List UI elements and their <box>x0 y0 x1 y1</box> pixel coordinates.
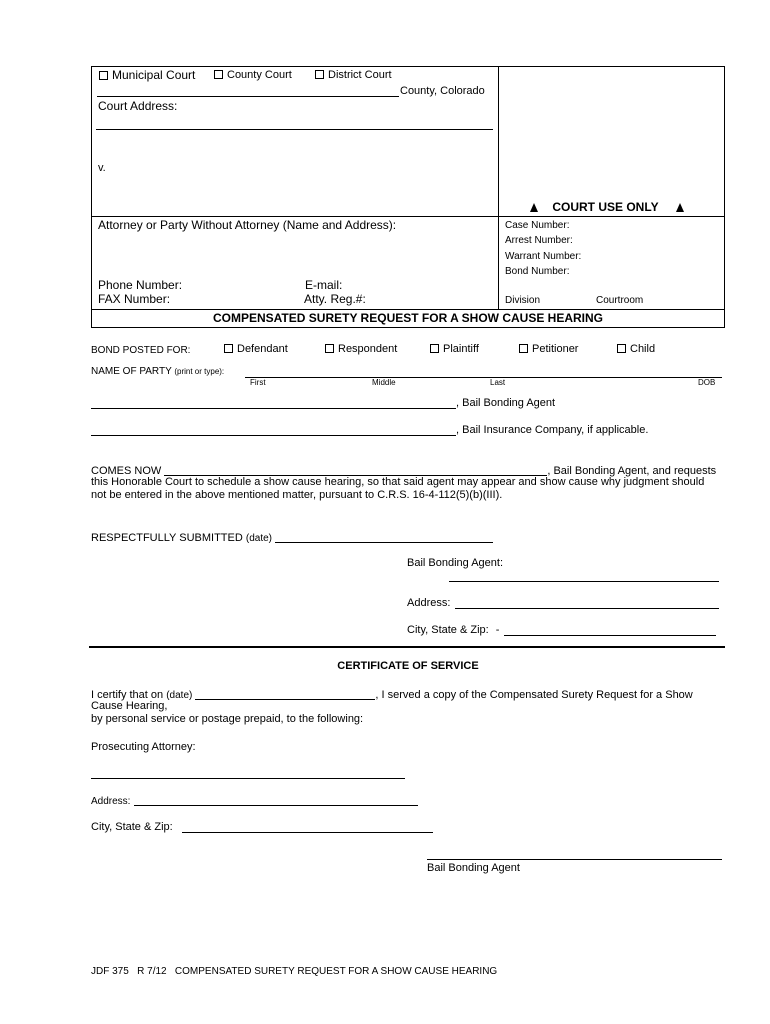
county-suffix: County, Colorado <box>400 85 485 97</box>
arrest-number-label: Arrest Number: <box>505 235 573 246</box>
cert-signature-label: Bail Bonding Agent <box>427 862 520 874</box>
caption-box <box>91 66 725 328</box>
bond-option-respondent[interactable]: Respondent <box>325 343 397 355</box>
certify-line-2: Cause Hearing, <box>91 700 168 712</box>
prosecuting-label: Prosecuting Attorney: <box>91 741 196 753</box>
submitted-address-label: Address: <box>407 597 451 609</box>
email-label: E-mail: <box>305 278 343 292</box>
submitted-line: RESPECTFULLY SUBMITTED (date) <box>91 530 493 544</box>
certify-date-field[interactable] <box>195 687 375 700</box>
certify-line: I certify that on (date) , I served a copy of the Compensated Surety Request for a Show <box>91 689 693 701</box>
bond-number-label: Bond Number: <box>505 266 570 277</box>
title-divider <box>91 309 725 310</box>
form-footer: JDF 375 R 7/12 COMPENSATED SURETY REQUEST FOR A SHOW CAUSE HEARING <box>91 966 498 977</box>
up-arrow-icon <box>530 203 538 212</box>
comes-now-line: COMES NOW , Bail Bonding Agent, and requests <box>91 465 717 477</box>
court-address-line[interactable] <box>96 129 493 130</box>
case-number-label: Case Number: <box>505 220 570 231</box>
court-option-municipal[interactable]: Municipal Court <box>99 68 195 82</box>
party-name-line[interactable] <box>245 377 722 378</box>
phone-label: Phone Number: <box>98 278 183 292</box>
courtroom-label: Courtroom <box>596 295 644 306</box>
insurance-label: , Bail Insurance Company, if applicable. <box>456 424 649 436</box>
district-court-checkbox[interactable] <box>315 70 324 79</box>
form-title: COMPENSATED SURETY REQUEST FOR A SHOW CAUSE HEARING <box>212 311 604 325</box>
certify-line-3: by personal service or postage prepaid, to the following: <box>91 713 364 725</box>
submitted-agent-label: Bail Bonding Agent: <box>407 557 504 569</box>
bond-option-child[interactable]: Child <box>617 343 655 355</box>
bail-agent-line[interactable] <box>91 408 456 409</box>
court-option-district[interactable]: District Court <box>315 69 392 81</box>
warrant-number-label: Warrant Number: <box>505 251 582 262</box>
party-dob-label: DOB <box>698 378 716 387</box>
county-court-checkbox[interactable] <box>214 70 223 79</box>
cert-address-line[interactable] <box>134 805 418 806</box>
child-checkbox[interactable] <box>617 344 626 353</box>
party-last-label: Last <box>490 378 506 387</box>
up-arrow-icon <box>676 203 684 212</box>
certificate-title: CERTIFICATE OF SERVICE <box>337 660 479 672</box>
court-use-title: COURT USE ONLY <box>530 200 684 214</box>
division-label: Division <box>505 295 541 306</box>
bond-option-petitioner[interactable]: Petitioner <box>519 343 578 355</box>
party-name-label: NAME OF PARTY (print or type): <box>91 366 225 377</box>
court-address-label: Court Address: <box>98 99 178 113</box>
attorney-label: Attorney or Party Without Attorney (Name and Address): <box>98 218 397 232</box>
plaintiff-checkbox[interactable] <box>430 344 439 353</box>
county-line[interactable] <box>97 96 399 97</box>
submitted-city-label: City, State & Zip: - <box>407 624 500 636</box>
cert-address-label: Address: <box>91 796 131 807</box>
bond-option-plaintiff[interactable]: Plaintiff <box>430 343 479 355</box>
petitioner-checkbox[interactable] <box>519 344 528 353</box>
party-first-label: First <box>250 378 266 387</box>
submitted-date-field[interactable] <box>275 530 493 543</box>
versus-label: v. <box>98 162 106 174</box>
municipal-court-checkbox[interactable] <box>99 71 108 80</box>
cert-signature-line[interactable] <box>427 859 722 860</box>
submitted-city-line[interactable] <box>504 635 716 636</box>
bond-posted-label: BOND POSTED FOR: <box>91 345 191 356</box>
fax-label: FAX Number: <box>98 292 171 306</box>
bond-option-defendant[interactable]: Defendant <box>224 343 288 355</box>
cert-city-line[interactable] <box>182 832 433 833</box>
court-option-county[interactable]: County Court <box>214 69 292 81</box>
submitted-agent-line[interactable] <box>449 581 719 582</box>
submitted-address-line[interactable] <box>455 608 719 609</box>
atty-reg-label: Atty. Reg.#: <box>304 292 366 306</box>
defendant-checkbox[interactable] <box>224 344 233 353</box>
comes-now-agent-field[interactable] <box>164 463 547 476</box>
cert-city-label: City, State & Zip: <box>91 821 173 833</box>
party-middle-label: Middle <box>372 378 396 387</box>
bail-agent-label: , Bail Bonding Agent <box>456 397 556 409</box>
comes-now-line-2: this Honorable Court to schedule a show cause hearing, so that said agent may appear and show cause why judgment should <box>91 476 705 488</box>
comes-now-line-3: not be entered in the above mentioned matter, pursuant to C.R.S. 16-4-112(5)(b)(III). <box>91 489 503 501</box>
respondent-checkbox[interactable] <box>325 344 334 353</box>
certificate-separator <box>89 646 725 648</box>
prosecuting-line[interactable] <box>91 778 405 779</box>
insurance-line[interactable] <box>91 435 456 436</box>
court-use-divider <box>498 66 499 310</box>
caption-mid-divider <box>91 216 725 217</box>
